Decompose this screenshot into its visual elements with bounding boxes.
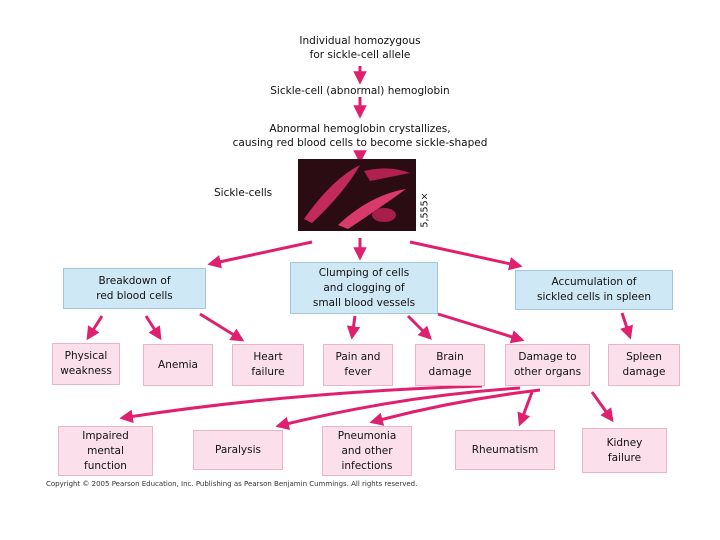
micrograph-label: Sickle-cells <box>214 187 273 199</box>
arrow-clumping-to-pain <box>352 316 355 337</box>
arrow-breakdown-to-weakness <box>88 316 102 338</box>
step-hemoglobin: Sickle-cell (abnormal) hemoglobin <box>270 85 450 97</box>
arrow-accumulation-to-spleen <box>622 313 630 337</box>
step-crystallizes: Abnormal hemoglobin crystallizes, causing red blood cells to become sickle-shaped <box>232 123 488 149</box>
symptom-anemia: Anemia <box>143 344 213 386</box>
symptom-heart-failure: Heart failure <box>232 344 304 386</box>
arrow-to-kidney <box>592 392 612 420</box>
copyright-text: Copyright © 2005 Pearson Education, Inc. Publishing as Pearson Benjamin Cummings. All rights reserved. <box>46 480 418 488</box>
arrow-clumping-to-organs <box>438 314 522 340</box>
arrow-to-paralysis <box>278 388 520 426</box>
symptom-pain-fever: Pain and fever <box>323 344 393 386</box>
arrow-to-impaired <box>122 386 482 418</box>
step-individual: Individual homozygous for sickle-cell allele <box>299 35 421 61</box>
symptom-rheumatism: Rheumatism <box>455 430 555 470</box>
red-cell <box>372 208 396 222</box>
symptom-paralysis: Paralysis <box>193 430 283 470</box>
effect-breakdown: Breakdown of red blood cells <box>63 268 206 309</box>
arrow-breakdown-to-heart <box>200 314 242 340</box>
arrow-to-breakdown <box>210 242 312 264</box>
symptom-brain-damage: Brain damage <box>415 344 485 386</box>
arrow-to-rheumatism <box>520 392 532 424</box>
arrow-clumping-to-brain <box>408 316 430 338</box>
symptom-spleen-damage: Spleen damage <box>608 344 680 386</box>
symptom-pneumonia: Pneumonia and other infections <box>322 426 412 476</box>
effect-accumulation: Accumulation of sickled cells in spleen <box>515 270 673 310</box>
symptom-impaired-mental: Impaired mental function <box>58 426 153 476</box>
symptom-kidney-failure: Kidney failure <box>582 428 667 473</box>
arrow-breakdown-to-anemia <box>146 316 160 338</box>
symptom-physical-weakness: Physical weakness <box>52 343 120 385</box>
magnification-label: 5,555× <box>419 192 431 228</box>
sickle-cell-micrograph <box>298 159 416 231</box>
symptom-damage-organs: Damage to other organs <box>505 344 590 386</box>
effect-clumping: Clumping of cells and clogging of small blood vessels <box>290 262 438 314</box>
